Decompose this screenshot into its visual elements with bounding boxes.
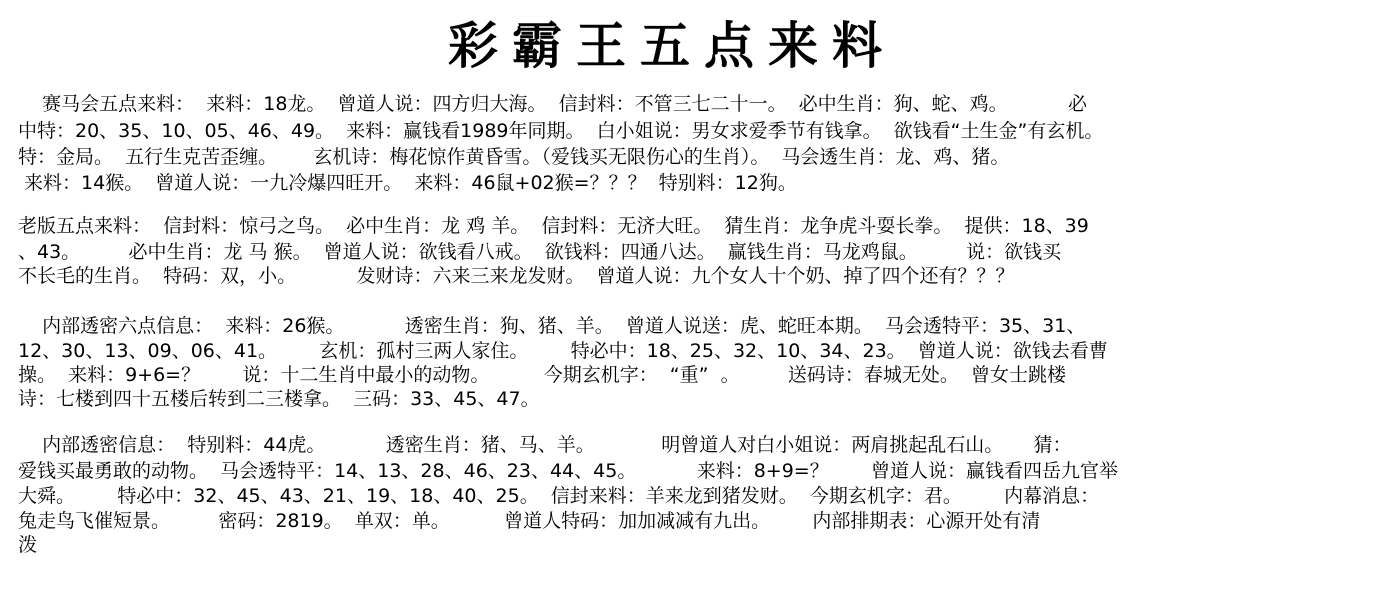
text-line: 诗：七楼到四十五楼后转到二三楼拿。 三码：33、45、47。 (18, 388, 540, 410)
text-line: 操。 来料：9+6=？ 说：十二生肖中最小的动物。 今期玄机字： “重” 。 送码诗：春城无处。 曾女士跳楼 (18, 364, 1066, 386)
text-line: 中特：20、35、10、05、46、49。 来料：赢钱看1989年同期。 白小姐说：男女求爱季节有钱拿。 欲钱看“土生金”有玄机。 (18, 120, 1104, 142)
text-line: 12、30、13、09、06、41。 玄机：孤村三两人家住。 特必中：18、25、32、10、34、23。 曾道人说：欲钱去看曹 (18, 340, 1108, 362)
text-line: 赛马会五点来料： 来料：18龙。 曾道人说：四方归大海。 信封料：不管三七二十一。 必中生肖：狗、蛇、鸡。 必 (18, 93, 1088, 115)
page-title: 彩霸王五点来料 (448, 16, 896, 75)
text-line: 泼 (18, 534, 38, 556)
text-line: 不长毛的生肖。 特码：双，小。 发财诗：六来三来龙发财。 曾道人说：九个女人十个奶、掉了四个还有？？？ (18, 265, 1015, 287)
text-line: 大舜。 特必中：32、45、43、21、19、18、40、25。 信封来料：羊来龙到猪发财。 今期玄机字：君。 内幕消息： (18, 485, 1100, 507)
text-line: 内部透密六点信息： 来料：26猴。 透密生肖：狗、猪、羊。 曾道人说送：虎、蛇旺本期。 马会透特平：35、31、 (18, 315, 1086, 337)
text-line: 兔走鸟飞催短景。 密码：2819。 单双：单。 曾道人特码：加加减减有九出。 内部排期表：心源开处有清 (18, 510, 1041, 532)
text-line: 、43。 必中生肖：龙 马 猴。 曾道人说：欲钱看八戒。 欲钱料：四通八达。 赢钱生肖：马龙鸡鼠。 说：欲钱买 (18, 241, 1062, 263)
text-line: 爱钱买最勇敢的动物。 马会透特平：14、13、28、46、23、44、45。 来料：8+9=？ 曾道人说：赢钱看四岳九官举 (18, 460, 1119, 482)
text-line: 老版五点来料： 信封料：惊弓之鸟。 必中生肖：龙 鸡 羊。 信封料：无济大旺。 猜生肖：龙争虎斗耍长拳。 提供：18、39 (18, 215, 1089, 237)
text-line: 内部透密信息： 特别料：44虎。 透密生肖：猪、马、羊。 明曾道人对白小姐说：两肩挑起乱石山。 猜： (18, 434, 1072, 456)
text-line: 特：金局。 五行生克苦歪缠。 玄机诗：梅花惊作黄昏雪。（爱钱买无限伤心的生肖）。 马会透生肖：龙、鸡、猪。 (18, 146, 1010, 168)
text-line: 来料：14猴。 曾道人说：一九冷爆四旺开。 来料：46鼠+02猴=？？？ 特别料：12狗。 (18, 172, 797, 194)
